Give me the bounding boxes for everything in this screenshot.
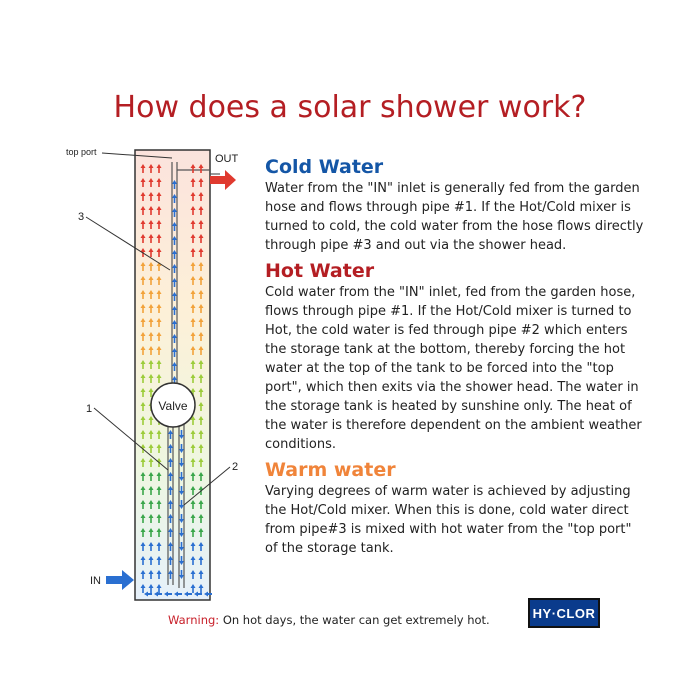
hot-water-text: Cold water from the "IN" inlet, fed from the garden hose, flows through pipe #1. If the Hot/Cold mixer is turned to Hot, the cold water is fed through pipe #2 which enters the storage tank at the bottom, thereby forcing the hot water at the top of the tank to be forced into the "top port", which then exits via the shower head. The water in the storage tank is heated by sunshine only. The heat of the water is therefore dependent on the ambient weather conditions.: [265, 285, 642, 452]
explanation-column: [265, 155, 645, 562]
page-title: How does a solar shower work?: [113, 90, 587, 125]
out-arrow-icon: [210, 170, 236, 190]
solar-shower-diagram: [60, 140, 260, 610]
pipe-2-label: 2: [232, 461, 239, 473]
in-label: IN: [90, 575, 101, 587]
top-port-label: top port: [66, 147, 97, 157]
pipe-3-label: 3: [78, 211, 85, 223]
warning-note: [168, 613, 490, 627]
cold-water-heading: Cold Water: [265, 156, 384, 178]
warm-water-text: Varying degrees of warm water is achieved by adjusting the Hot/Cold mixer. When this is done, cold water direct from pipe#3 is mixed with hot water from the "top port" of the storage tank.: [265, 484, 632, 556]
logo-text: HY·CLOR: [532, 605, 596, 621]
hyclor-logo: [528, 598, 600, 628]
valve-label: Valve: [158, 399, 188, 413]
cold-water-text: Water from the "IN" inlet is generally fed from the garden hose and flows through pipe #1. If the Hot/Cold mixer is turned to cold, the cold water from the hose flows directly through pipe #3 and out via the shower head.: [265, 181, 644, 253]
warning-text: On hot days, the water can get extremely hot.: [222, 613, 490, 627]
hot-water-heading: Hot Water: [265, 260, 375, 282]
warning-label: Warning:: [168, 613, 220, 627]
out-label: OUT: [215, 153, 239, 165]
in-arrow-icon: [106, 570, 134, 590]
pipe-1-label: 1: [86, 403, 93, 415]
warm-water-heading: Warm water: [265, 459, 396, 481]
